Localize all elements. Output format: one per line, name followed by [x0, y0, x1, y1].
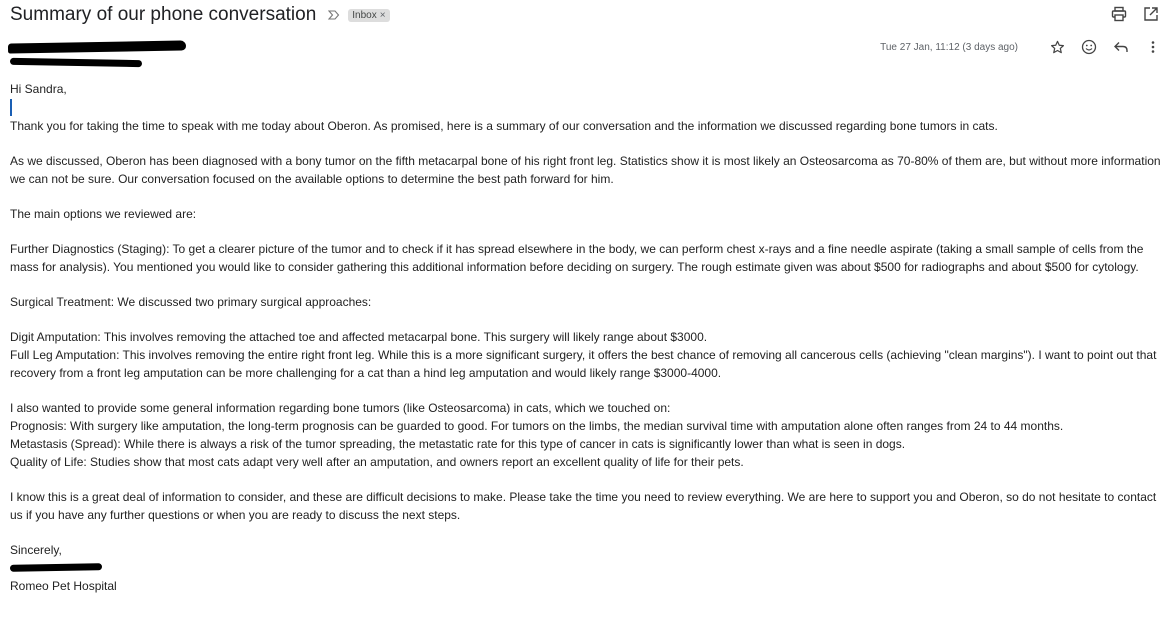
message-meta — [880, 38, 1162, 56]
reply-icon[interactable] — [1112, 38, 1130, 56]
close-icon[interactable]: × — [379, 9, 386, 21]
greeting: Hi Sandra, — [10, 82, 67, 96]
subject-row — [10, 2, 390, 28]
important-marker-icon[interactable] — [328, 9, 340, 21]
label-chip-text: Inbox — [352, 9, 377, 21]
paragraph-general-intro: I also wanted to provide some general information regarding bone tumors (like Osteosarcoma) in cats, which we touched on: — [10, 401, 671, 415]
paragraph-leg-amputation: Full Leg Amputation: This involves removing the entire right front leg. While this is a more significant surgery, it offers the best chance of removing all cancerous cells (achieving "clean margins"). I want to point out that recovery from a front leg amputation can be more challenging for a cat than a hind leg amputation and would likely range $3000-4000. — [10, 348, 1157, 380]
paragraph-diagnostics: Further Diagnostics (Staging): To get a clearer picture of the tumor and to check if it has spread elsewhere in the body, we can perform chest x-rays and a fine needle aspirate (taking a small sample of cells from the mass for analysis). You mentioned you would like to consider gathering this additional information before deciding on surgery. The rough estimate given was about $500 for radiographs and about $500 for cytology. — [10, 242, 1144, 274]
paragraph-quality-of-life: Quality of Life: Studies show that most cats adapt very well after an amputation, and owners report an excellent quality of life for their pets. — [10, 455, 744, 469]
signature-org: Romeo Pet Hospital — [10, 579, 117, 593]
sender-info-redacted — [6, 38, 188, 70]
label-chip-inbox — [348, 9, 389, 22]
signoff: Sincerely, — [10, 543, 62, 557]
paragraph-diagnosis: As we discussed, Oberon has been diagnosed with a bony tumor on the fifth metacarpal bone of his right front leg. Statistics show it is most likely an Osteosarcoma as 70-80% of them are, but without more information we can not be sure. Our conversation focused on the available options to determine the best path forward for him. — [10, 154, 1161, 186]
paragraph-closing: I know this is a great deal of information to consider, and these are difficult decisions to make. Please take the time you need to review everything. We are here to support you and Oberon, so do not hesitate to contact us if you have any further questions or when you are ready to discuss the next steps. — [10, 490, 1157, 522]
more-vert-icon[interactable] — [1144, 38, 1162, 56]
emoji-icon[interactable] — [1080, 38, 1098, 56]
paragraph-intro: Thank you for taking the time to speak with me today about Oberon. As promised, here is a summary of our conversation and the information we discussed regarding bone tumors in cats. — [10, 119, 998, 133]
message-date: Tue 27 Jan, 11:12 (3 days ago) — [880, 41, 1018, 53]
email-subject: Summary of our phone conversation — [10, 4, 317, 25]
print-icon[interactable] — [1110, 5, 1128, 23]
text-cursor — [10, 99, 12, 116]
star-icon[interactable] — [1048, 38, 1066, 56]
sender-email-redaction — [10, 58, 142, 67]
open-new-window-icon[interactable] — [1142, 5, 1160, 23]
email-body[interactable] — [10, 80, 1168, 595]
paragraph-digit-amputation: Digit Amputation: This involves removing the attached toe and affected metacarpal bone. This surgery will likely range about $3000. — [10, 330, 708, 344]
paragraph-prognosis: Prognosis: With surgery like amputation, the long-term prognosis can be guarded to good. For tumors on the limbs, the median survival time with amputation alone often ranges from 24 to 44 months. — [10, 419, 1064, 433]
paragraph-surgical-intro: Surgical Treatment: We discussed two primary surgical approaches: — [10, 295, 372, 309]
sender-name-redaction — [8, 40, 186, 53]
paragraph-options-intro: The main options we reviewed are: — [10, 207, 197, 221]
signature-name-redaction — [10, 563, 102, 572]
thread-actions — [1110, 5, 1160, 23]
paragraph-metastasis: Metastasis (Spread): While there is always a risk of the tumor spreading, the metastatic rate for this type of cancer in cats is significantly lower than what is seen in dogs. — [10, 437, 906, 451]
